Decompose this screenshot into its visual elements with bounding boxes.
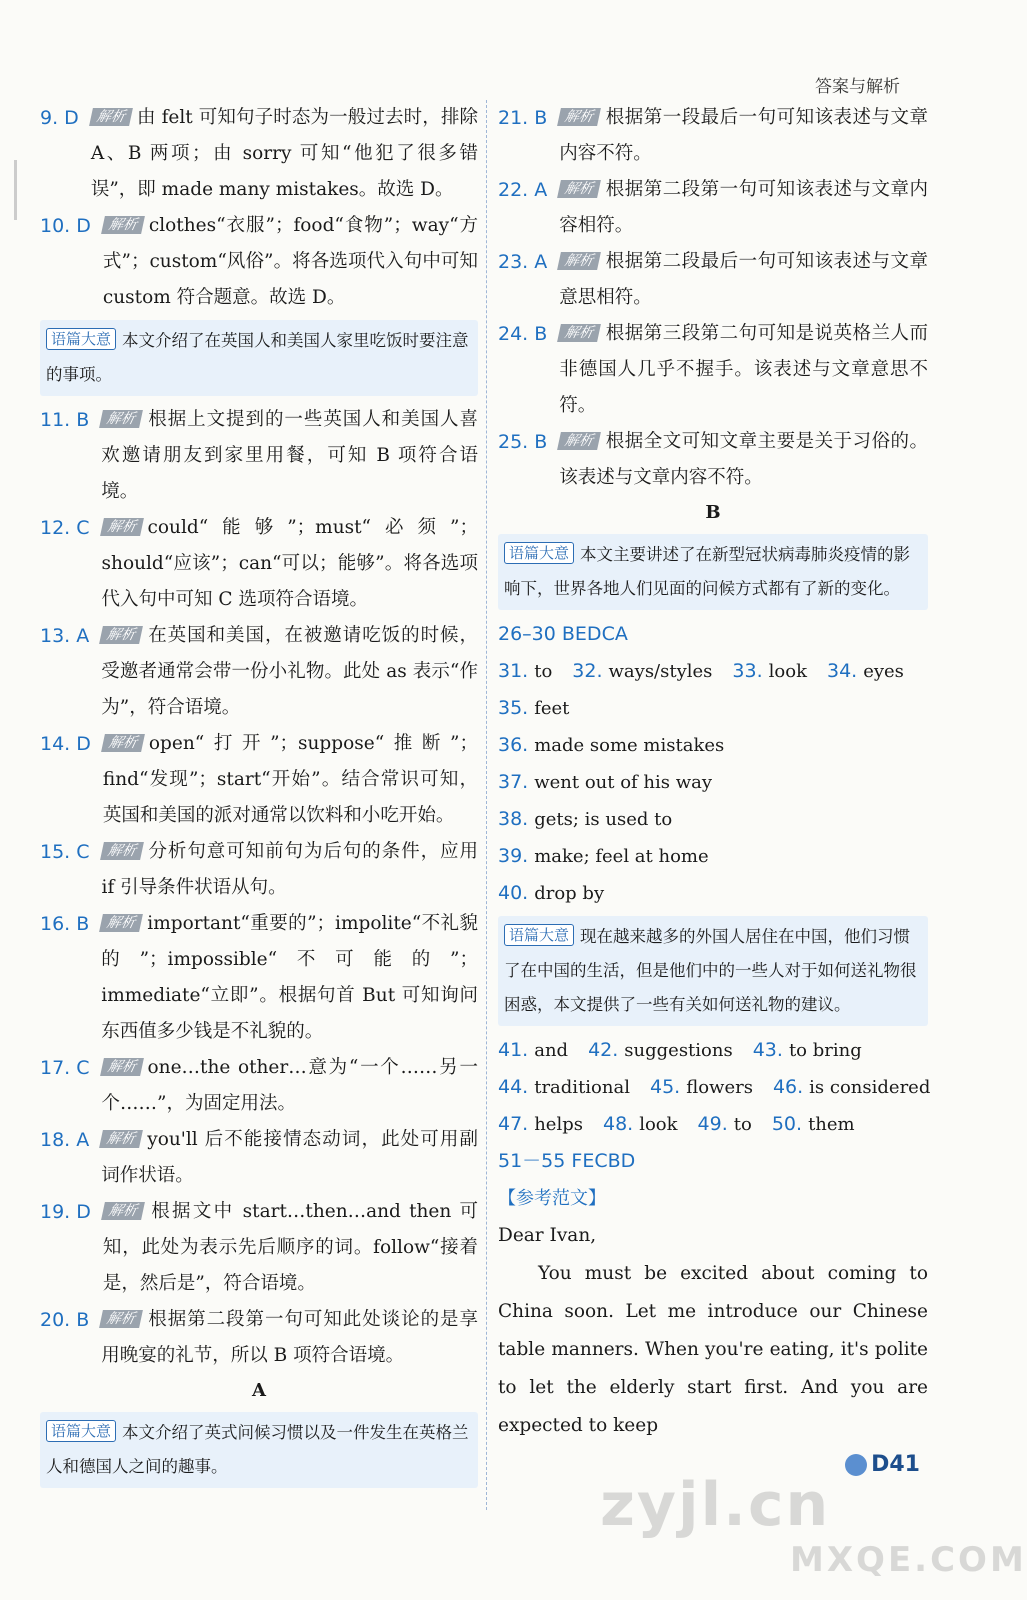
answer-line [498,1069,931,1106]
explanation-text [559,244,928,316]
summary-text: 本文介绍了英式问候习惯以及一件发生在英格兰人和德国人之间的趣事。 [46,1423,469,1476]
answer-number: 33. [732,660,763,682]
answer-number: 13. A [40,625,90,647]
section-heading: A [252,1380,266,1401]
answer-line [498,653,928,690]
answer-item [498,100,928,172]
answer-number: 43. [752,1039,783,1061]
explanation-text [559,316,928,424]
analysis-tag: 解析 [100,518,144,536]
passage-summary [498,534,928,610]
answer-value: eyes [863,661,904,682]
summary-text: 本文主要讲述了在新型冠状病毒肺炎疫情的影响下，世界各地人们见面的问候方式都有了新的变化。 [504,545,911,598]
answer-value: suggestions [624,1040,733,1061]
answer-pair [772,1106,855,1143]
analysis-tag: 解析 [100,1058,144,1076]
explanation-text [101,1302,478,1374]
page-dot-icon [845,1454,867,1476]
answer-pair [753,1032,862,1069]
answer-number: 22. A [498,179,548,201]
answer-line [498,727,928,764]
answer-pair [732,653,807,690]
answer-number: 42. [588,1039,619,1061]
analysis-tag: 解析 [101,216,145,234]
analysis-tag: 解析 [99,914,143,932]
summary-text: 现在越来越多的外国人居住在中国，他们习惯了在中国的生活，但是他们中的一些人对于如何送礼物很困惑，本文提供了一些有关如何送礼物的建议。 [504,927,917,1014]
answer-number: 10. D [40,215,91,237]
left-column [40,100,478,1494]
letter-salutation: Dear Ivan, [498,1225,597,1246]
answer-pair [498,1106,583,1143]
explanation-text [103,208,478,316]
analysis-tag: 解析 [99,626,143,644]
answer-number: 14. D [40,733,91,755]
explanation-text [559,172,928,244]
answer-pair [698,1106,752,1143]
answer-pair [498,690,569,727]
answer-line [498,838,928,875]
answer-item [498,244,928,316]
answer-number: 12. C [40,517,90,539]
answer-pair [773,1069,930,1106]
answer-line [498,801,928,838]
answer-number: 45. [649,1076,681,1098]
answer-value: made some mistakes [534,735,725,756]
answer-number: 15. C [40,841,90,863]
answer-value: traditional [534,1077,630,1098]
explanation-content: 根据第二段第一句可知此处谈论的是享用晚宴的礼节，所以 B 项符合语境。 [101,1309,478,1366]
explanation-text [101,618,478,726]
explanation-content: clothes“衣服”；food“食物”；way“方式”；custom“风俗”。将各选项代入句中可知 custom 符合题意。故选 D。 [102,215,478,308]
answer-number: 47. [498,1113,529,1135]
answer-number: 50. [771,1113,803,1135]
explanation-text [91,100,478,208]
answer-line [498,875,928,912]
answer-value: to [534,661,553,682]
answer-number: 35. [498,697,529,719]
answer-value: flowers [686,1077,753,1098]
sample-essay-heading: 【参考范文】 [498,1188,606,1209]
margin-mark [14,160,17,220]
answer-number: 49. [697,1113,728,1135]
explanation-text [101,1122,478,1194]
answer-value: is considered [809,1077,931,1098]
answer-line [498,690,928,727]
answer-number: 21. B [498,107,548,129]
analysis-tag: 解析 [557,108,601,126]
answer-group: 51－55 FECBD [498,1150,636,1172]
explanation-content: open“打开”；suppose“推断”；find“发现”；start“开始”。结合常识可知，英国和美国的派对通常以饮料和小吃开始。 [102,733,478,826]
answer-pair [498,1069,630,1106]
answer-pair [498,1032,568,1069]
answer-item [40,1122,478,1194]
answer-pair [498,875,604,912]
analysis-tag: 解析 [100,842,144,860]
answer-number: 17. C [40,1057,90,1079]
page-header: 答案与解析 [815,77,900,97]
letter-body: You must be excited about coming to China soon. Let me introduce our Chinese table manners. When you're eating, it's polite to let the elderly start first. And you are expected to keep [498,1263,928,1436]
explanation-text [101,906,478,1050]
answer-pair [498,838,709,875]
analysis-tag: 解析 [89,108,133,126]
answer-number: 18. A [40,1129,90,1151]
answer-item [40,834,478,906]
answer-number: 41. [498,1039,529,1061]
answer-value: to bring [788,1040,862,1061]
explanation-content: important“重要的”；impolite“不礼貌的”；impossible“不可能的”；immediate“立即”。根据句首 But 可知询问东西值多少钱是不礼貌的。 [101,913,478,1042]
answer-pair [603,1106,678,1143]
analysis-tag: 解析 [557,432,601,450]
answer-group: 26–30 BEDCA [498,623,628,645]
answer-value: look [639,1114,678,1135]
answer-number: 20. B [40,1309,90,1331]
analysis-tag: 解析 [99,1130,143,1148]
explanation-text [103,1194,478,1302]
answer-item [40,726,478,834]
analysis-tag: 解析 [99,1310,143,1328]
answer-value: feet [534,698,570,719]
answer-item [498,172,928,244]
explanation-content: 根据第三段第二句可知是说英格兰人而非德国人几乎不握手。该表述与文章意思不符。 [559,323,928,416]
answer-pair [572,653,712,690]
analysis-tag: 解析 [101,1202,145,1220]
answer-number: 24. B [498,323,548,345]
answer-item [40,208,478,316]
explanation-content: 分析句意可知前句为后句的条件，应用 if 引导条件状语从句。 [101,841,478,898]
explanation-content: one…the other…意为“一个……另一个……”，为固定用法。 [101,1057,478,1114]
page-number [845,1452,920,1477]
answer-pair [498,727,724,764]
answer-value: drop by [534,883,605,904]
explanation-text [102,834,478,906]
answer-value: them [808,1114,855,1135]
right-column [498,100,931,1445]
summary-text: 本文介绍了在英国人和美国人家里吃饭时要注意的事项。 [46,331,469,384]
answer-number: 39. [498,845,529,867]
analysis-tag: 解析 [557,324,601,342]
answer-line [498,1106,928,1143]
answer-number: 40. [498,882,529,904]
answer-line [498,1032,928,1069]
answer-item [40,402,478,510]
explanation-content: 根据第二段最后一句可知该表述与文章意思相符。 [559,251,928,308]
section-heading: B [705,502,721,523]
answer-value: went out of his way [534,772,713,793]
explanation-content: 根据文中 start…then…and then 可知，此处为表示先后顺序的词。follow“接着是，然后是”，符合语境。 [102,1201,478,1294]
analysis-tag: 解析 [557,180,601,198]
explanation-text [101,402,478,510]
answer-number: 34. [826,660,858,682]
explanation-content: you'll 后不能接情态动词，此处可用副词作状语。 [101,1129,478,1186]
column-divider [486,100,487,1510]
passage-summary [40,320,478,396]
answer-value: helps [534,1114,583,1135]
answer-line [498,764,928,801]
summary-label: 语篇大意 [504,924,574,946]
answer-pair [498,653,552,690]
explanation-content: 在英国和美国，在被邀请吃饭的时候，受邀者通常会带一份小礼物。此处 as 表示“作为”，符合语境。 [101,625,478,718]
answer-number: 37. [498,771,529,793]
answer-number: 48. [602,1113,634,1135]
answer-pair [498,801,672,838]
sample-letter [498,1217,928,1445]
watermark-sub: MXQE.COM [790,1540,1027,1580]
watermark-main: zyjl.cn [600,1470,831,1540]
summary-label: 语篇大意 [46,1420,116,1442]
page-number-text: D41 [871,1452,920,1477]
answer-item [498,316,928,424]
answer-number: 11. B [40,409,90,431]
explanation-content: 由 felt 可知句子时态为一般过去时，排除 A、B 两项；由 sorry 可知“他犯了很多错误”，即 made many mistakes。故选 D。 [90,107,478,200]
answer-number: 38. [498,808,529,830]
passage-summary [498,916,928,1026]
explanation-content: 根据上文提到的一些英国人和美国人喜欢邀请朋友到家里用餐，可知 B 项符合语境。 [101,409,478,502]
answer-value: and [534,1040,569,1061]
answer-item [40,906,478,1050]
explanation-text [559,424,928,496]
explanation-content: 根据全文可知文章主要是关于习俗的。该表述与文章内容不符。 [559,431,928,488]
explanation-text [102,1050,478,1122]
explanation-text [102,510,478,618]
answer-item [498,424,928,496]
answer-number: 25. B [498,431,548,453]
answer-item [40,618,478,726]
answer-item [40,1050,478,1122]
analysis-tag: 解析 [557,252,601,270]
answer-item [40,1194,478,1302]
summary-label: 语篇大意 [46,328,116,350]
explanation-text [103,726,478,834]
analysis-tag: 解析 [99,410,143,428]
answer-value: ways/styles [608,661,713,682]
explanation-content: 根据第一段最后一句可知该表述与文章内容不符。 [559,107,928,164]
answer-number: 23. A [498,251,548,273]
answer-value: look [768,661,807,682]
explanation-text [559,100,928,172]
answer-item [40,510,478,618]
analysis-tag: 解析 [101,734,145,752]
answer-number: 19. D [40,1201,91,1223]
answer-item [40,1302,478,1374]
answer-value: gets; is used to [534,809,673,830]
answer-item [40,100,478,208]
answer-number: 9. D [40,107,79,129]
answer-number: 44. [498,1076,529,1098]
passage-summary [40,1412,478,1488]
answer-pair [827,653,904,690]
explanation-content: 根据第二段第一句可知该表述与文章内容相符。 [559,179,928,236]
answer-number: 16. B [40,913,90,935]
summary-label: 语篇大意 [504,542,574,564]
answer-value: make; feel at home [534,846,709,867]
answer-number: 31. [498,660,529,682]
answer-number: 36. [498,734,529,756]
answer-pair [498,764,712,801]
answer-value: to [733,1114,752,1135]
answer-pair [650,1069,753,1106]
answer-number: 46. [772,1076,804,1098]
answer-pair [588,1032,733,1069]
answer-number: 32. [572,660,603,682]
explanation-content: could“能够”；must“必须”；should“应该”；can“可以；能够”。将各选项代入句中可知 C 选项符合语境。 [101,517,478,610]
